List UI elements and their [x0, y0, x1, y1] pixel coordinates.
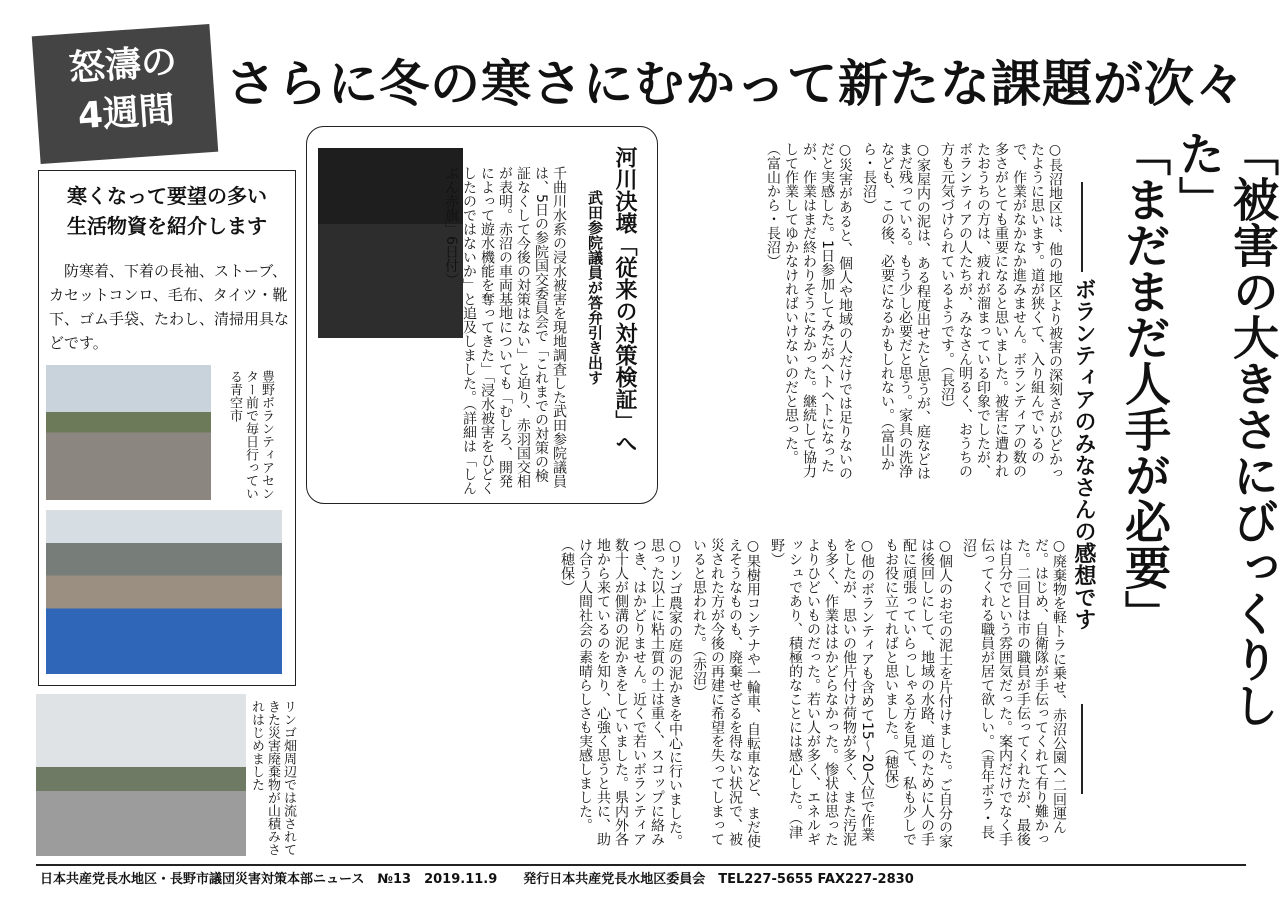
voice-item: ○果樹用コンテナや一輪車、自転車など、まだ使えそうなものも、廃棄せざるを得ない状況で、被災された方が今後の再建に希望を失ってしまっていると思われた。（赤沼） — [691, 538, 761, 848]
footer: 日本共産党長水地区・長野市議団災害対策本部ニュース №13 2019.11.9 発行日本共産党長水地区委員会 TEL227-5655 FAX227-2830 — [40, 872, 914, 887]
supplies-title-line1: 寒くなって要望の多い — [67, 184, 267, 208]
voice-item: ○災害があると、個人や地域の人だけでは足りないのだと実感した。1日参加してみたがヘトヘトになったが、作業はまだ終わりそうになかった。継続して協力して作業してゆかなければいけないのだと思った。（富山から・長沼） — [765, 142, 853, 480]
heading-rule-top — [1081, 182, 1083, 272]
supplies-body: 防寒着、下着の長袖、ストーブ、カセットコンロ、毛布、タイツ・靴下、ゴム手袋、たわし、清掃用具などです。 — [49, 262, 290, 352]
badge — [32, 24, 218, 164]
heading-rule-bottom — [1081, 704, 1083, 794]
voice-item: ○他のボランティアも含めて15～20人位で作業をしたが、思いの他片付け荷物が多く、また汚泥も多く、作業ははかどらなかった。惨状は思ったよりひどいものだった。若い人が多く、エネルギッシュであり、積極的なことには感心した。（津野） — [769, 538, 875, 846]
photo1-caption: 豊野ボランティアセンター前で毎日行っている青空市 — [227, 370, 274, 500]
photo-supplies-on-tarp — [46, 510, 282, 674]
photo3-caption: リンゴ畑周辺では流されてきた災害廃棄物が山積みされはじめました — [249, 700, 296, 856]
voice-item: ○長沼地区は、他の地区より被害の深刻さがひどかったように思います。道が狭くて、入り組んでいるので、作業がなかなか進みません。ボランティアの数の多さがとても重要になると思いました。被害に遭われたおうちの方は、疲れが溜まっている印象でしたが、ボランティアの人たちが、みなさん明るく、おうちの方も元気づけられているようです。（長沼） — [939, 142, 1063, 480]
badge-line2: 4週間 — [76, 89, 177, 138]
volunteer-heading: ボランティアのみなさんの感想です — [1071, 278, 1096, 630]
photo-disaster-waste — [36, 694, 246, 856]
badge-line1: 怒濤の — [67, 41, 179, 90]
voice-item: ○リンゴ農家の庭の泥かきを中心に行いました。思った以上に粘土質の土は重く、スコップに絡みつき、はかどりません。近くで若いボランティア数十人が側溝の泥かきをしていました。県内外各地から来ているのを知り、心強く思うと共に、助け合う人間社会の素晴らしさも実感しました。（穂保） — [559, 538, 683, 848]
supplies-title — [39, 181, 295, 241]
supplies-title-line2: 生活物資を紹介します — [67, 214, 267, 238]
footer-rule — [36, 864, 1246, 866]
voice-item: ○家屋内の泥は、ある程度出せたと思うが、庭などはまだ残っている。もう少し必要だと思う。家具の洗浄なども、この後、必要になるかもしれない。（富山から・長沼） — [861, 142, 931, 480]
headline: さらに冬の寒さにむかって新たな課題が次々 — [226, 55, 1246, 113]
voice-item: ○個人のお宅の泥土を片付けました。ご自分の家は後回しにして、地域の水路、道のために人の手配に頑張っていらっしゃる方を見て、私も少しでもお役に立てればと思いました。（穂保） — [883, 538, 953, 848]
diet-news-body: 千曲川水系の浸水被害を現地調査した武田参院議員は、5日の参院国交委員会で「これまでの対策の検証なくして今後の対策はない」と迫り、赤羽国交相が表明。赤沼の車両基地についても「むしろ、開発によって遊水機能を奪ってきた」「浸水被害をひどくしたのではないか」と追及しました。（詳細は「しんぶん赤旗」6日付） — [443, 166, 567, 495]
big-quote-line2: 「まだまだ人手が必要」 — [1118, 130, 1172, 636]
voices-upper — [672, 142, 1064, 482]
diet-news-subtitle: 武田参院議員が答弁引き出す — [586, 190, 604, 385]
voices-lower — [310, 538, 1068, 850]
big-quote — [1118, 130, 1280, 794]
photo-blue-sky-market — [46, 365, 211, 500]
diet-news-title: 河川決壊「従来の対策検証」へ — [612, 146, 637, 454]
voice-item: ○廃棄物を軽トラに乗せ、赤沼公園へ二回運んだ。はじめ、自衛隊が手伝ってくれて有り難かった。二回目は市の職員が手伝ってくれたが、最後は自分でという雰囲気だった。案内だけでなく手伝ってくれる職員が居て欲しい。（青年ボラ・長沼） — [961, 538, 1067, 846]
big-quote-line1: 「被害の大きさにびっくりした」 — [1172, 130, 1280, 728]
